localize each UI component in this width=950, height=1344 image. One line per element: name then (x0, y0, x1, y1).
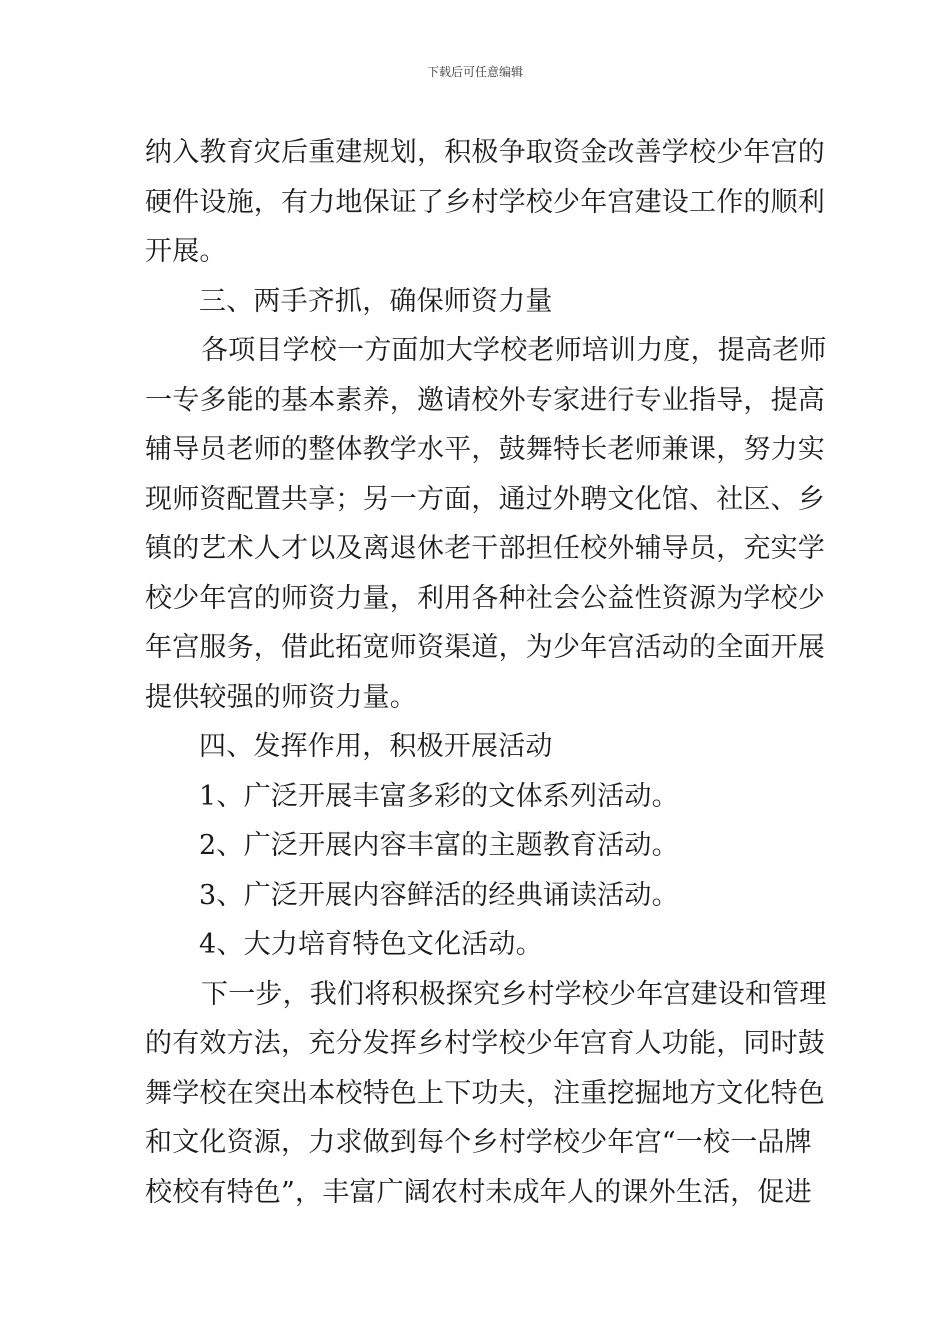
text-line: 现师资配置共享；另一方面，通过外聘文化馆、社区、乡 (145, 483, 825, 515)
document-body (145, 128, 827, 1217)
text-line: 校少年宫的师资力量，利用各种社会公益性资源为学校少 (145, 582, 825, 614)
text-line: 镇的艺术人才以及离退休老干部担任校外辅导员，充实学 (145, 533, 825, 564)
list-item: 3、广泛开展内容鲜活的经典诵读活动。 (199, 879, 679, 911)
text-line: 一专多能的基本素养，邀请校外专家进行专业指导，提高 (145, 384, 825, 416)
section-heading: 三、两手齐抓，确保师资力量 (199, 285, 553, 317)
section-heading: 四、发挥作用，积极开展活动 (199, 731, 553, 762)
text-line: 校校有特色”，丰富广阔农村未成年人的课外生活，促进 (145, 1176, 812, 1208)
text-line: 的有效方法，充分发挥乡村学校少年宫育人功能，同时鼓 (145, 1028, 825, 1059)
list-item: 2、广泛开展内容丰富的主题教育活动。 (199, 830, 679, 861)
text-line: 舞学校在突出本校特色上下功夫，注重挖掘地方文化特色 (145, 1077, 825, 1109)
text-line: 辅导员老师的整体教学水平，鼓舞特长老师兼课，努力实 (145, 434, 825, 465)
page-header: 下载后可任意编辑 (426, 65, 523, 79)
text-line: 开展。 (145, 236, 227, 267)
text-line: 和文化资源，力求做到每个乡村学校少年宫“一校一品牌 (145, 1127, 812, 1158)
list-item: 1、广泛开展丰富多彩的文体系列活动。 (199, 780, 679, 812)
text-line: 各项目学校一方面加大学校老师培训力度，提高老师 (201, 335, 827, 366)
text-line: 提供较强的师资力量。 (145, 681, 417, 713)
text-line: 下一步，我们将积极探究乡村学校少年宫建设和管理 (201, 978, 827, 1010)
list-item: 4、大力培育特色文化活动。 (199, 929, 543, 960)
text-line: 硬件设施，有力地保证了乡村学校少年宫建设工作的顺利 (145, 186, 825, 218)
text-line: 纳入教育灾后重建规划，积极争取资金改善学校少年宫的 (145, 137, 825, 168)
text-line: 年宫服务，借此拓宽师资渠道，为少年宫活动的全面开展 (145, 632, 825, 663)
